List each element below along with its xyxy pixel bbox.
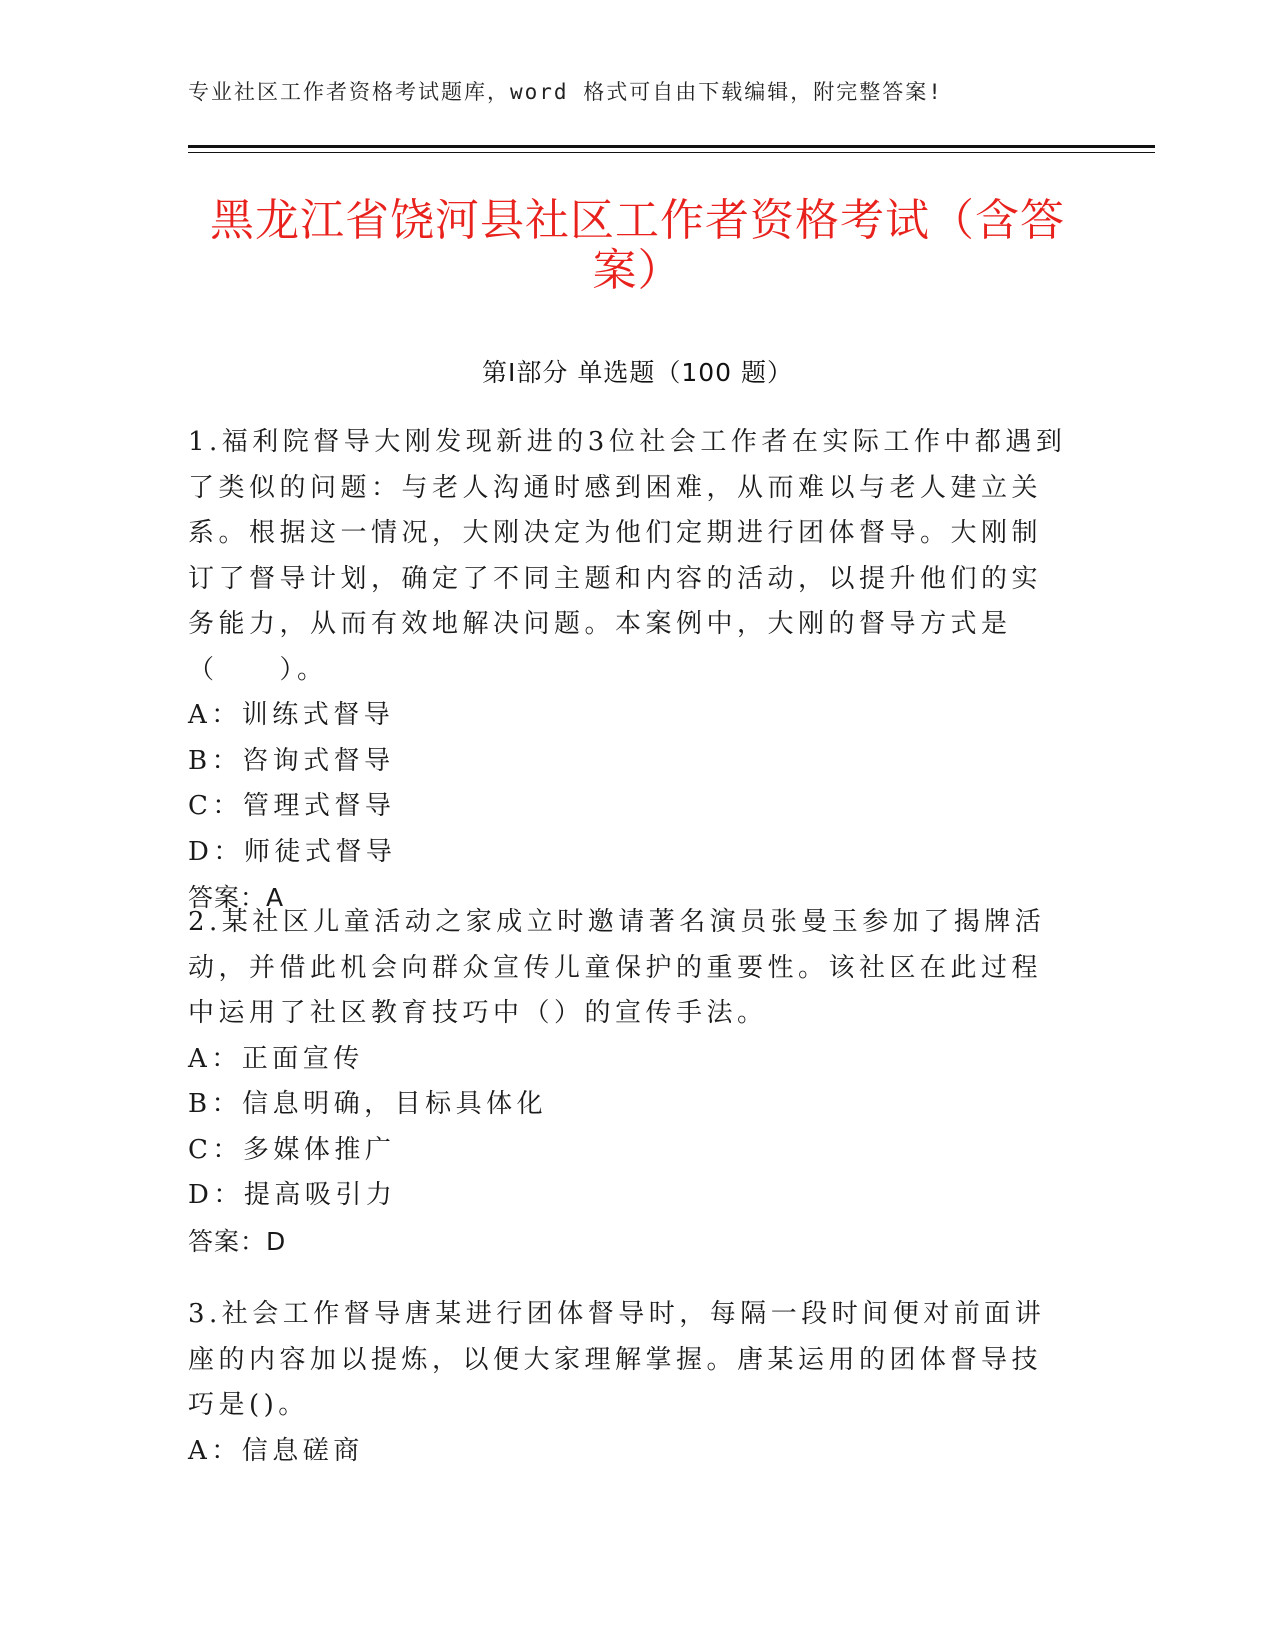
header-note: 专业社区工作者资格考试题库，word 格式可自由下载编辑，附完整答案! [188,80,943,104]
option-c: C：多媒体推广 [188,1134,396,1165]
option-b: B：咨询式督导 [188,745,395,776]
document-title: 黑龙江省饶河县社区工作者资格考试（含答案） [210,195,1065,296]
option-a: A：信息磋商 [188,1435,364,1466]
question-stem: 3.社会工作督导唐某进行团体督导时，每隔一段时间便对前面讲座的内容加以提炼，以便大家理解掌握。唐某运用的团体督导技巧是()。 [188,1299,1046,1420]
option-b: B：信息明确，目标具体化 [188,1089,548,1119]
header-rule-thick [188,145,1155,148]
question-3 [188,1292,1068,1474]
question-2 [188,900,1068,1264]
option-c: C：管理式督导 [188,791,396,821]
answer: 答案：D [188,1226,287,1256]
question-stem: 2.某社区儿童活动之家成立时邀请著名演员张曼玉参加了揭牌活动，并借此机会向群众宣传儿童保护的重要性。该社区在此过程中运用了社区教育技巧中（）的宣传手法。 [188,907,1046,1028]
header-rule-thin [188,152,1155,153]
answer: 答案：A [188,883,285,912]
question-1 [188,420,1068,921]
option-d: D：提高吸引力 [188,1180,397,1210]
option-a: A：训练式督导 [188,700,395,730]
question-stem: 1.福利院督导大刚发现新进的3位社会工作者在实际工作中都遇到了类似的问题：与老人沟通时感到困难，从而难以与老人建立关系。根据这一情况，大刚决定为他们定期进行团体督导。大刚制订了督导计划，确定了不同主题和内容的活动，以提升他们的实务能力，从而有效地解决问题。本案例中，大刚的督导方式是（ ）。 [188,427,1067,685]
option-d: D：师徒式督导 [188,836,397,867]
option-a: A：正面宣传 [188,1043,364,1074]
section-title: 第Ⅰ部分 单选题（100 题） [482,358,793,387]
